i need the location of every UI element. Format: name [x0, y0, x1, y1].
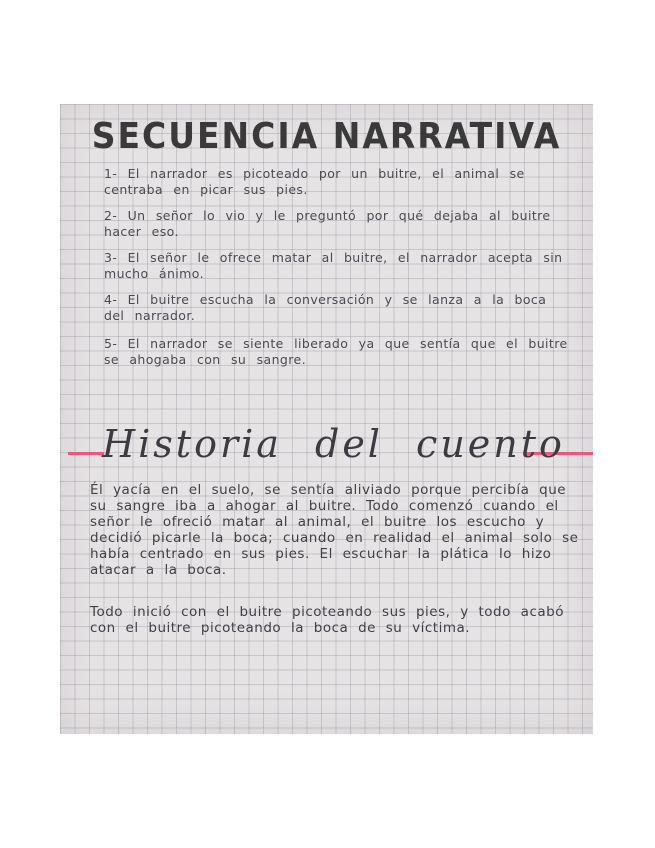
sequence-item-5: 5- El narrador se siente liberado ya que sentía que el buitre se ahogaba con su sangre. — [104, 336, 568, 367]
sequence-item-4: 4- El buitre escucha la conversación y se lanza a la boca del narrador. — [104, 292, 547, 323]
story-paragraph-2: Todo inició con el buitre picoteando sus pies, y todo acabó con el buitre picoteando la boca de su víctima. — [90, 604, 564, 636]
story-paragraph-1: Él yacía en el suelo, se sentía aliviado porque percibía que su sangre iba a ahogar al buitre. Todo comenzó cuando el señor le ofreció matar al animal, el buitre los escucho y decidió picarle la boca; cuando en realidad el animal solo se había centrado en sus pies. El escuchar la plática lo hizo atacar a la boca. — [90, 482, 579, 578]
section-heading: Historia del cuento — [102, 422, 565, 466]
sequence-item-3: 3- El señor le ofrece matar al buitre, el narrador acepta sin mucho ánimo. — [104, 250, 563, 281]
highlight-line-left — [68, 452, 104, 455]
page-title: SECUENCIA NARRATIVA — [91, 114, 562, 157]
sequence-item-1: 1- El narrador es picoteado por un buitre, el animal se centraba en picar sus pies. — [104, 166, 525, 197]
notebook-page — [60, 104, 593, 734]
sequence-item-2: 2- Un señor lo vio y le preguntó por qué dejaba al buitre hacer eso. — [104, 208, 551, 239]
